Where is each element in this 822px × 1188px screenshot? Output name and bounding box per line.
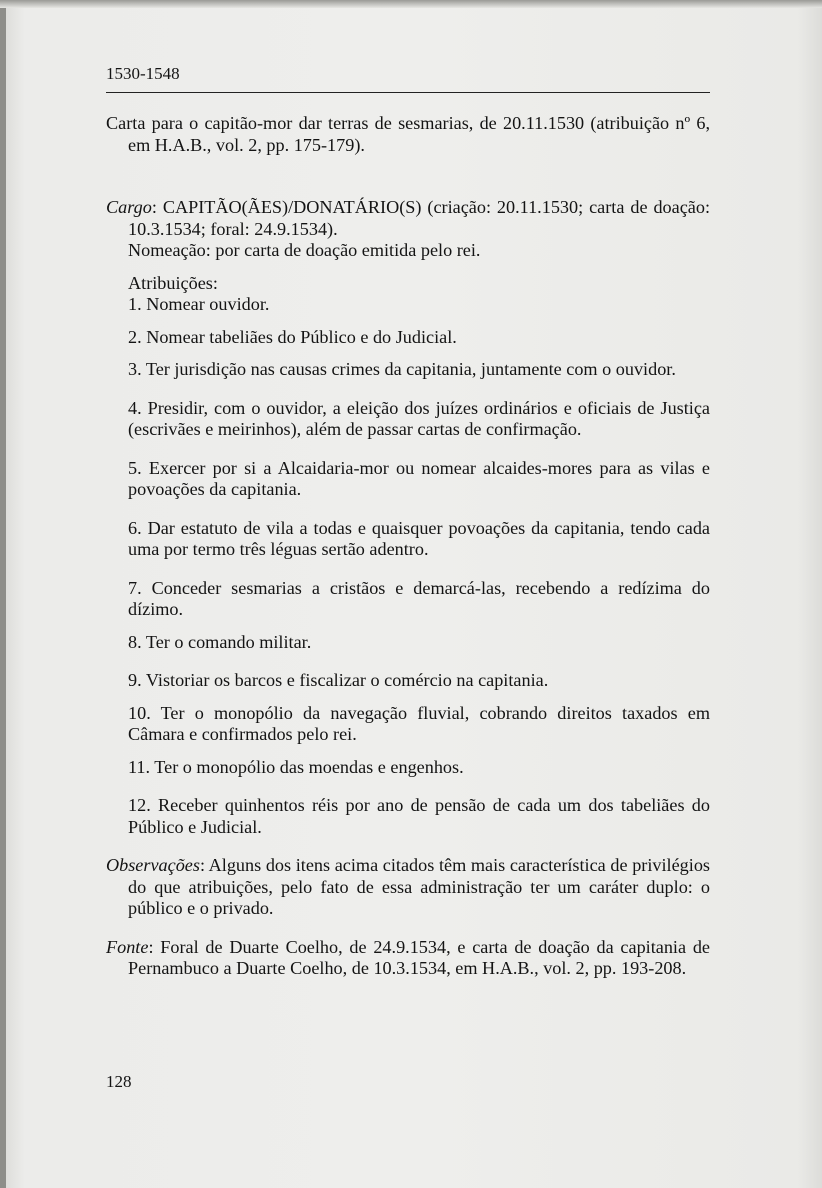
page-number: 128 — [106, 1072, 132, 1091]
observacoes-label: Observações — [106, 855, 200, 875]
list-item: 9. Vistoriar os barcos e fiscalizar o comércio na capitania. — [128, 670, 549, 690]
atribuicoes-label: Atribuições: — [128, 272, 218, 293]
fonte-label: Fonte — [106, 936, 149, 957]
header-rule — [106, 92, 710, 93]
list-item: 4. Presidir, com o ouvidor, a eleição dos juízes ordinários e oficiais de Justiça (escrivães e meirinhos), além de passar cartas de confirmação. — [128, 397, 710, 439]
fonte-paragraph — [106, 937, 710, 980]
list-item: 6. Dar estatuto de vila a todas e quaisquer povoações da capitania, tendo cada uma por termo três léguas sertão adentro. — [128, 517, 710, 559]
list-item: 12. Receber quinhentos réis por ano de pensão de cada um dos tabeliães do Público e Judicial. — [128, 795, 710, 837]
list-item: 8. Ter o comando militar. — [128, 631, 312, 652]
list-item: 2. Nomear tabeliães do Público e do Judicial. — [128, 326, 457, 347]
page-top-edge — [0, 0, 822, 8]
cargo-label: Cargo — [106, 197, 152, 217]
observacoes-text: : Alguns dos itens acima citados têm mais característica de privilégios do que atribuições, pelo fato de essa administração ter um caráter duplo: o público e o privado. — [128, 855, 710, 918]
observacoes-paragraph — [106, 855, 710, 920]
list-item: 1. Nomear ouvidor. — [128, 294, 270, 314]
nomeacao-line: Nomeação: por carta de doação emitida pelo rei. — [128, 240, 481, 260]
intro-paragraph: Carta para o capitão-mor dar terras de sesmarias, de 20.11.1530 (atribuição nº 6, em H.A.B., vol. 2, pp. 175-179). — [106, 113, 710, 155]
list-item: 3. Ter jurisdição nas causas crimes da capitania, juntamente com o ouvidor. — [128, 359, 676, 379]
list-item: 7. Conceder sesmarias a cristãos e demarcá-las, recebendo a redízima do dízimo. — [128, 577, 710, 619]
cargo-text: : CAPITÃO(ÃES)/DONATÁRIO(S) (criação: 20.11.1530; carta de doação: 10.3.1534; foral: 24.9.1534). — [128, 197, 710, 239]
page-binding-edge — [0, 0, 6, 1188]
cargo-paragraph — [106, 197, 710, 240]
fonte-text: : Foral de Duarte Coelho, de 24.9.1534, e carta de doação da capitania de Pernambuco a Duarte Coelho, de 10.3.1534, em H.A.B., vol. 2, pp. 193-208. — [128, 936, 710, 978]
page-body — [106, 113, 710, 980]
running-head: 1530-1548 — [106, 64, 180, 83]
list-item: 11. Ter o monopólio das moendas e engenhos. — [128, 756, 464, 777]
list-item: 10. Ter o monopólio da navegação fluvial, cobrando direitos taxados em Câmara e confirmados pelo rei. — [128, 702, 710, 744]
list-item: 5. Exercer por si a Alcaidaria-mor ou nomear alcaides-mores para as vilas e povoações da capitania. — [128, 457, 710, 499]
